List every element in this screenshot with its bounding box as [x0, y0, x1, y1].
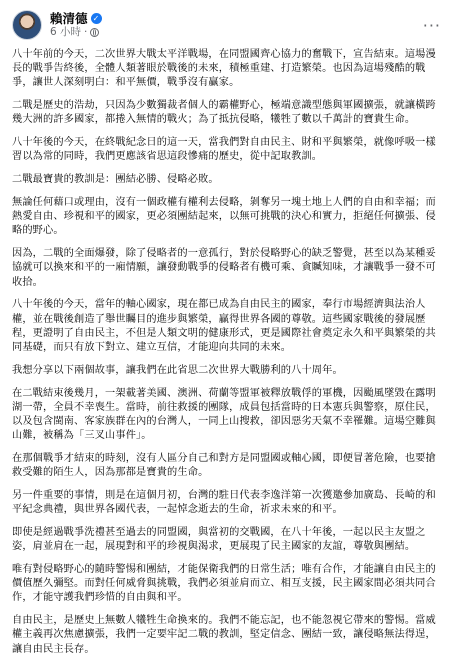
post-subline	[50, 26, 102, 38]
post-header	[12, 8, 443, 42]
more-options-icon[interactable]: ···	[422, 15, 441, 35]
post-paragraph: 自由民主，是歷史上無數人犧牲生命換來的。我們不能忘記，也不能忽視它帶來的警惕。當威權主義再次焦慮擴張，我們一定要牢記二戰的教訓，堅定信念、團結一致，讓侵略無法得逞，讓自由民主長存。	[12, 615, 436, 655]
post-paragraph: 二戰最寶貴的教訓是：團結必勝、侵略必敗。	[12, 174, 219, 186]
post-meta	[50, 12, 102, 38]
post-paragraph: 因為，二戰的全面爆發，除了侵略者的一意孤行，對於侵略野心的缺乏警覺，甚至以為某種妥協就可以換來和平的一廂情願，讓發動戰爭的侵略者有機可乘、貪贓知味，才讓戰爭一發不可收拾。	[12, 248, 436, 288]
avatar[interactable]	[12, 10, 42, 40]
post-paragraph: 另一件重要的事情，則是在這個月初，台灣的駐日代表李逸洋第一次獲邀參加廣島、長崎的和平紀念典禮，與世界各國代表，一起悼念逝去的生命，祈求未來的和平。	[12, 490, 436, 516]
post-paragraph: 我想分享以下兩個故事，讓我們在此省思二次世界大戰勝利的八十周年。	[12, 364, 343, 376]
post-paragraph: 唯有對侵略野心的隨時警惕和團結，才能保衛我們的日常生活；唯有合作，才能讓自由民主的價值歷久彌堅。而對任何威脅與挑戰，我們必須並肩而立、相互支援，民主國家間必須共同合作，才能守護我們珍惜的自由與和平。	[12, 564, 436, 604]
post-paragraph: 在那個戰爭才結束的時刻，沒有人區分自己和對方是同盟國或軸心國，即便冒著危險，也要搶救受難的陌生人，因為那都是寶貴的生命。	[12, 453, 436, 479]
meta-separator: ·	[84, 26, 88, 39]
globe-icon[interactable]	[90, 28, 99, 37]
post-paragraph: 八十年後的今天，在終戰紀念日的這一天，當我們對自由民主、財和平與繁榮，就像呼吸一樣習以為常的同時，我們更應該省思這段慘痛的歷史，從中記取教訓。	[12, 137, 436, 163]
verified-badge-icon: ✓	[91, 13, 102, 24]
post-paragraph: 八十年後的今天，當年的軸心國家，現在都已成為自由民主的國家，奉行市場經濟與法治人權，並在戰後創造了舉世矚目的進步與繁榮，贏得世界各國的尊敬。這些國家戰後的發展歷程，更證明了自由民主，不但是人類文明的健康形式，更是國際社會奠定永久和平與繁榮的共同基礎，而只有放下對立、建立互信，才能迎向共同的未來。	[12, 299, 436, 354]
author-name[interactable]: 賴清德	[50, 10, 88, 26]
post-timestamp[interactable]: 6 小時	[50, 26, 82, 39]
post-paragraph: 即使是經過戰爭洗禮甚至過去的同盟國，與當初的交戰國，在八十年後，一起以民主友盟之姿，肩並肩在一起，展現對和平的珍視與渴求，更展現了民主國家的友誼，尊敬與團結。	[12, 527, 426, 553]
post-paragraph: 二戰是歷史的浩劫，只因為少數獨裁者個人的霸權野心，極端意識型態與軍國擴張，就讓橫跨幾大洲的許多國家，都捲入無情的戰火；為了抵抗侵略，犧牲了數以千萬計的寶貴生命。	[12, 100, 436, 126]
post-paragraph: 八十年前的今天，二次世界大戰太平洋戰場，在同盟國齊心協力的奮戰下，宣告結束。這場漫長的戰爭告終後，全體人類著眼於戰後的未來，積極重建、打造繁榮。也因為這場殘酷的戰爭，讓世人深刻明白：和平無價，戰爭沒有贏家。	[12, 49, 436, 89]
post-paragraph: 無論任何藉口或理由，沒有一個政權有權利去侵略，剝奪另一塊土地上人們的自由和幸福；而熱愛自由、珍視和平的國家，更必須團結起來，以無可挑戰的決心和實力，拒絕任何擴張、侵略的野心。	[12, 197, 436, 237]
author-row	[50, 12, 102, 26]
post-body	[12, 48, 443, 657]
post-paragraph: 在二戰結束後幾月，一架載著美國、澳洲、荷蘭等盟軍被釋放戰俘的軍機，因颱風墜毀在露明湖一帶，全員不幸喪生。當時，前往救援的團隊，成員包括當時的日本憲兵與警察，原住民，以及包含閩南、客家族群在內的台灣人，一同上山搜救，卻因惡劣天氣不幸罹難。這場空難與山難，被稱為「三叉山事件」。	[12, 387, 436, 442]
